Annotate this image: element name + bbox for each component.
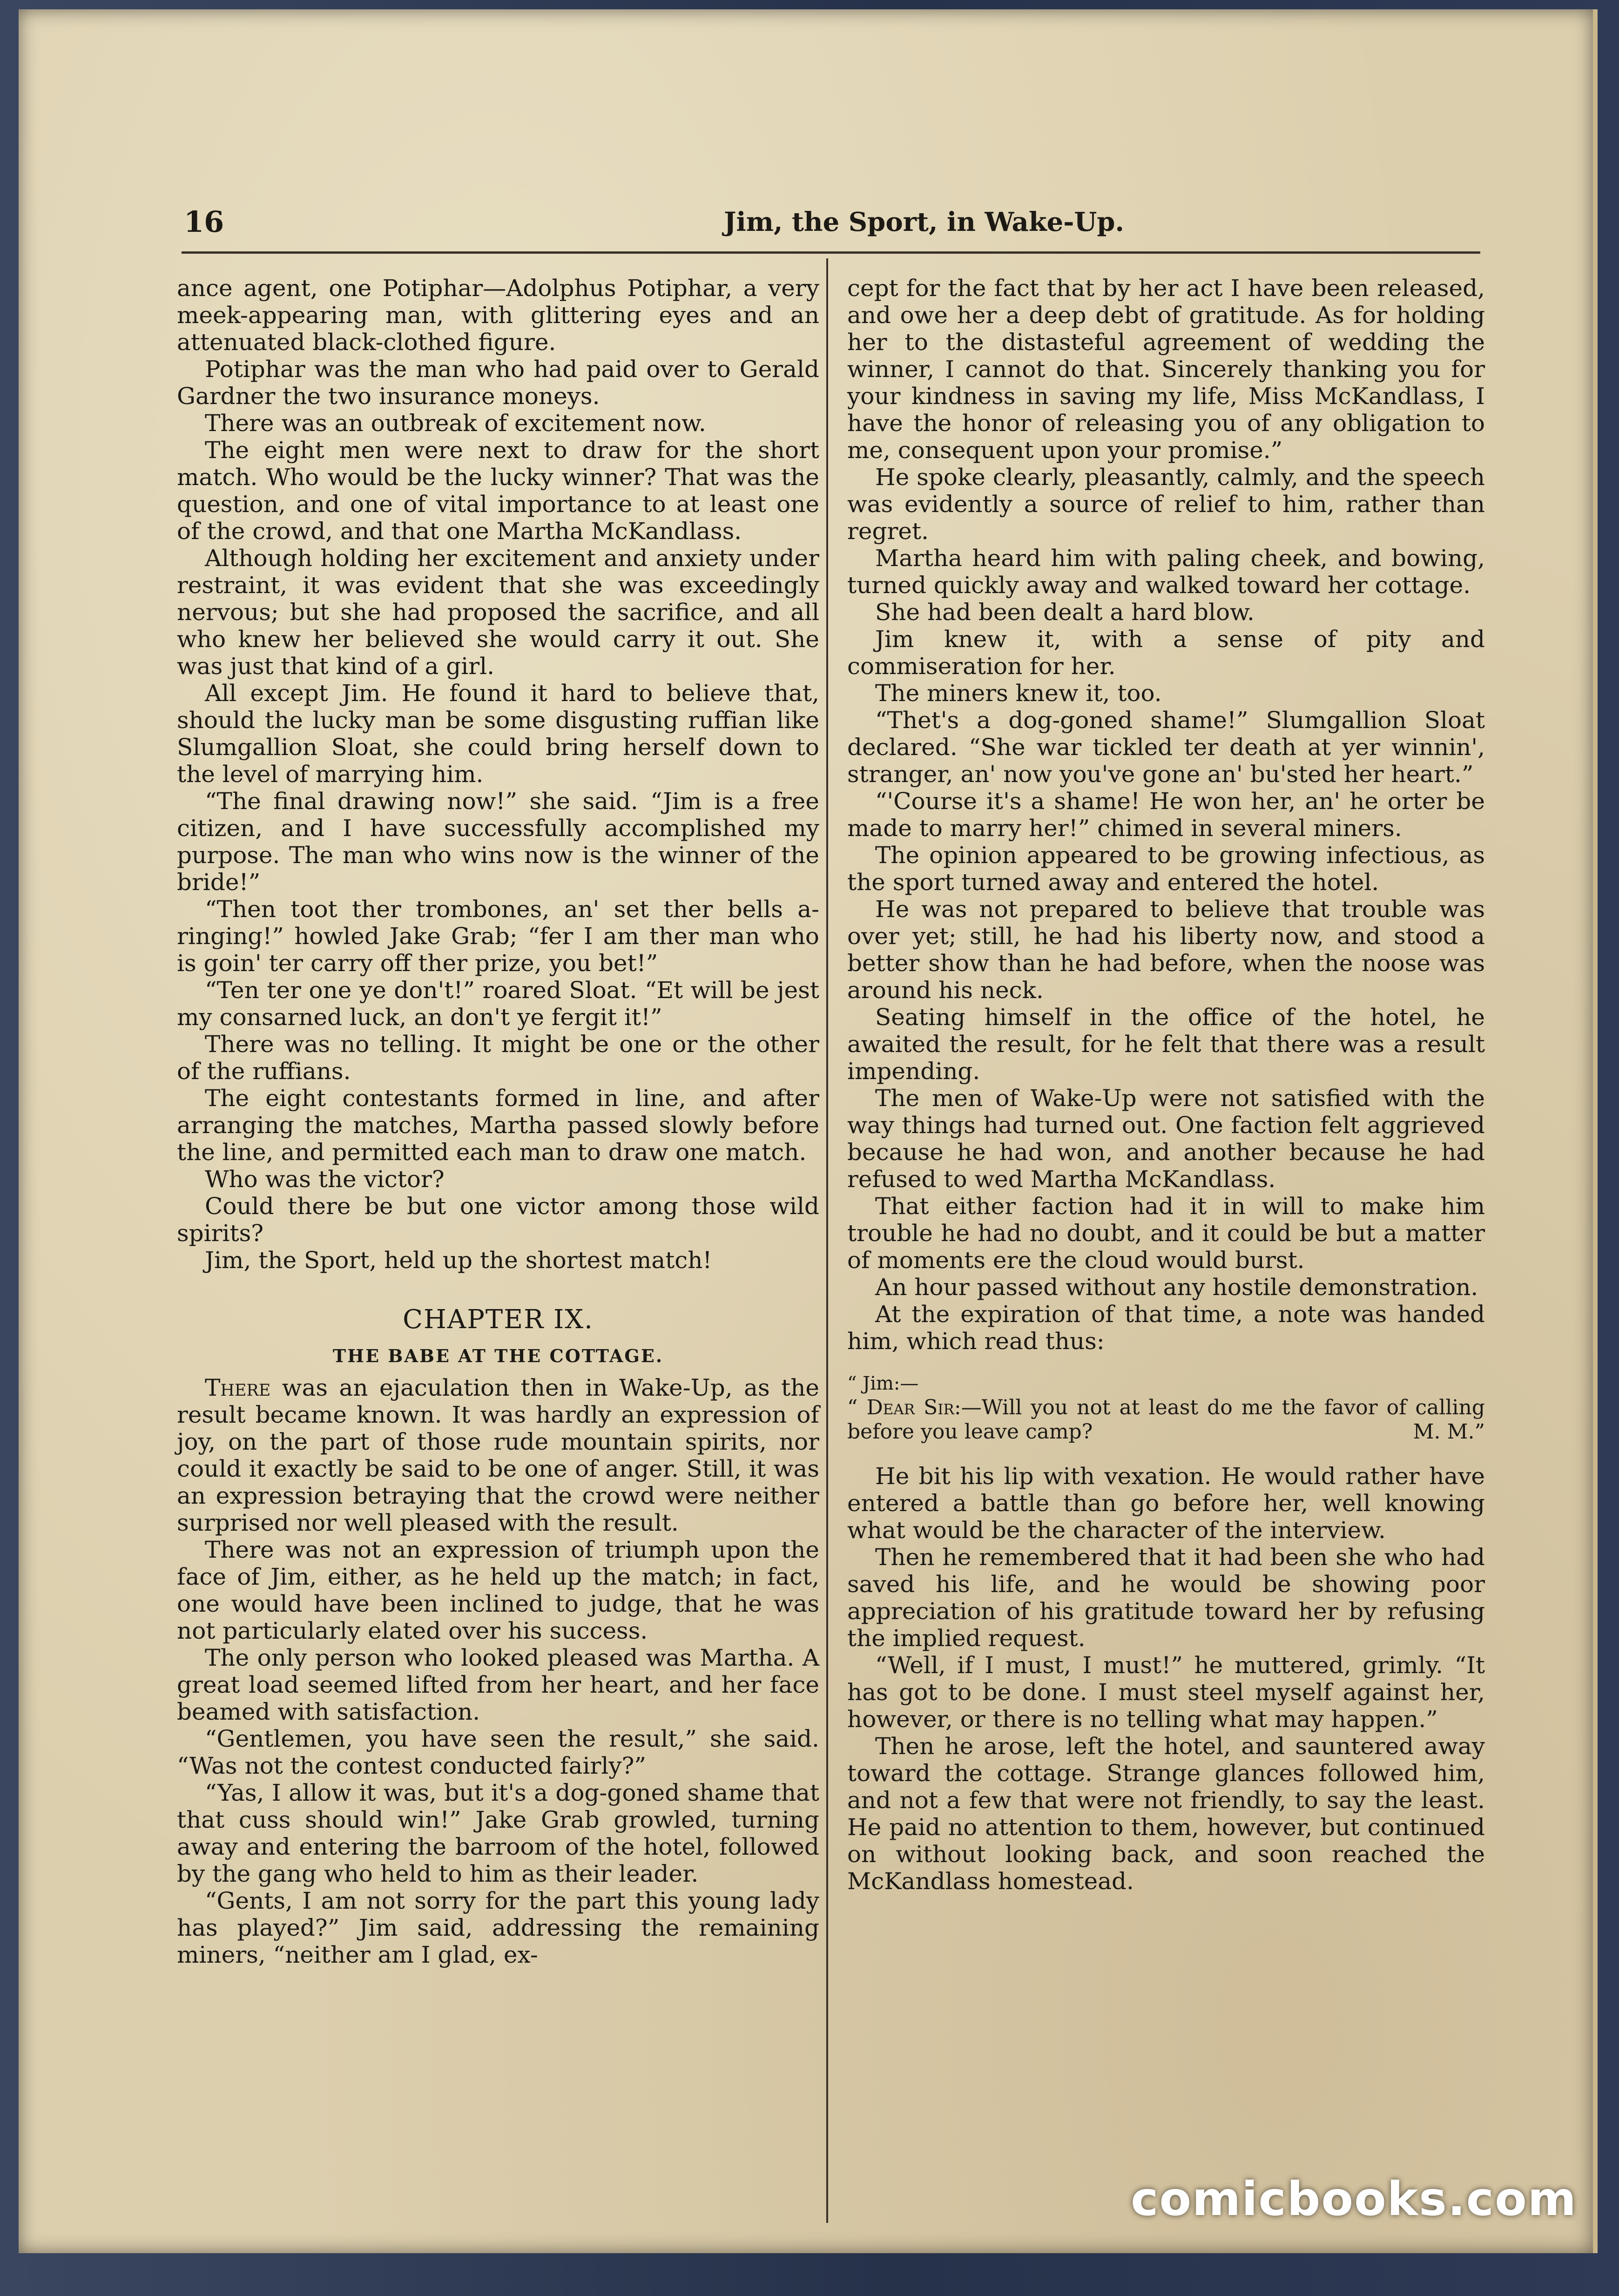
paragraph: He was not prepared to believe that trouble was over yet; still, he had his liberty now, and stood a better show than he had before, when the noose was around his neck. [847, 896, 1485, 1004]
right-paragraphs-after [847, 1463, 1485, 1895]
drop-word: There [205, 1374, 271, 1401]
paragraph: There was an outbreak of excitement now. [205, 410, 706, 437]
paragraph: “The final drawing now!” she said. “Jim is a free citizen, and I have successfully accomplished my purpose. The man who wins now is the winner of the bride!” [177, 788, 819, 896]
paragraph: “Well, if I must, I must!” he muttered, grimly. “It has got to be done. I must steel myself against her, however, or there is no telling what may happen.” [847, 1652, 1485, 1733]
paragraph: An hour passed without any hostile demonstration. [875, 1274, 1478, 1301]
chapter-first-paragraph [177, 1374, 819, 1536]
note-body: —Will you not at least do me the favor of calling before you leave camp? [847, 1396, 1485, 1444]
letter-note [847, 1371, 1485, 1444]
left-column [177, 275, 819, 1968]
paragraph: “Gents, I am not sorry for the part this young lady has played?” Jim said, addressing the remaining miners, “neither am I glad, ex- [177, 1887, 819, 1968]
running-title: Jim, the Sport, in Wake-Up. [724, 207, 1124, 237]
paragraph: “Thet's a dog-goned shame!” Slumgallion Sloat declared. “She war tickled ter death at yer winnin', stranger, an' now you've gone an' bu'sted her heart.” [847, 707, 1485, 788]
header-rule [182, 251, 1480, 254]
paragraph: The only person who looked pleased was Martha. A great load seemed lifted from her heart, and her face beamed with satisfaction. [177, 1644, 819, 1725]
paragraph: He spoke clearly, pleasantly, calmly, and the speech was evidently a source of relief to him, rather than regret. [847, 464, 1485, 545]
note-body-line [847, 1396, 1485, 1444]
right-paragraphs-before [847, 275, 1485, 1355]
first-paragraph-text: was an ejaculation then in Wake-Up, as the result became known. It was hardly an expression of joy, on the part of those rude mountain spirits, nor could it exactly be said to be one of anger. Still, it was an expression betraying that the crowd were neither surprised nor well pleased with the result. [177, 1374, 819, 1536]
note-greeting: “ Jim:— [847, 1373, 919, 1394]
left-paragraphs-before [177, 275, 819, 1274]
paragraph: The eight contestants formed in line, and after arranging the matches, Martha passed slowly before the line, and permitted each man to draw one match. [177, 1085, 819, 1166]
paragraph: Then he arose, left the hotel, and sauntered away toward the cottage. Strange glances followed him, and not a few that were not friendly, to say the least. He paid no attention to them, however, but continued on without looking back, and soon reached the McKandlass homestead. [847, 1733, 1485, 1895]
paragraph: The eight men were next to draw for the short match. Who would be the lucky winner? That was the question, and one of vital importance to at least one of the crowd, and that one Martha McKandlass. [177, 437, 819, 545]
paragraph: He bit his lip with vexation. He would rather have entered a battle than go before her, well knowing what would be the character of the interview. [847, 1463, 1485, 1544]
paragraph: cept for the fact that by her act I have been released, and owe her a deep debt of gratitude. As for holding her to the distasteful agreement of wedding the winner, I cannot do that. Sincerely thanking you for your kindness in saving my life, Miss McKandlass, I have the honor of releasing you of any obligation to me, consequent upon your promise.” [847, 275, 1485, 464]
paragraph: She had been dealt a hard blow. [875, 599, 1255, 626]
paragraph: Then he remembered that it had been she who had saved his life, and he would be showing poor appreciation of his gratitude toward her by refusing the implied request. [847, 1544, 1485, 1652]
paragraph: “Gentlemen, you have seen the result,” she said. “Was not the contest conducted fairly?” [177, 1725, 819, 1779]
paragraph: “Then toot ther trombones, an' set ther bells a-ringing!” howled Jake Grab; “fer I am ther man who is goin' ter carry off ther prize, you bet!” [177, 896, 819, 977]
page-header [184, 205, 1487, 247]
paragraph: Jim knew it, with a sense of pity and commiseration for her. [847, 626, 1485, 680]
paragraph: All except Jim. He found it hard to believe that, should the lucky man be some disgusting ruffian like Slumgallion Sloat, she could bring herself down to the level of marrying him. [177, 680, 819, 788]
paragraph: Could there be but one victor among those wild spirits? [177, 1193, 819, 1247]
note-salutation: “ Dear Sir: [847, 1396, 961, 1419]
paragraph: The opinion appeared to be growing infectious, as the sport turned away and entered the hotel. [847, 842, 1485, 896]
paragraph: There was no telling. It might be one or the other of the ruffians. [177, 1031, 819, 1085]
paragraph: “'Course it's a shame! He won her, an' he orter be made to marry her!” chimed in several miners. [847, 788, 1485, 842]
paragraph: ance agent, one Potiphar—Adolphus Potiphar, a very meek-appearing man, with glittering eyes and an attenuated black-clothed figure. [177, 275, 819, 356]
paragraph: The miners knew it, too. [875, 680, 1162, 707]
chapter-subtitle: THE BABE AT THE COTTAGE. [332, 1345, 664, 1366]
paragraph: There was not an expression of triumph upon the face of Jim, either, as he held up the match; in fact, one would have been inclined to judge, that he was not particularly elated over his success. [177, 1536, 819, 1644]
page-number: 16 [184, 205, 224, 239]
column-divider [826, 258, 828, 2223]
paragraph: “Ten ter one ye don't!” roared Sloat. “Et will be jest my consarned luck, an don't ye fergit it!” [177, 977, 819, 1031]
paragraph: Potiphar was the man who had paid over to Gerald Gardner the two insurance moneys. [177, 356, 819, 410]
note-signature: M. M.” [1413, 1420, 1485, 1444]
paragraph: Although holding her excitement and anxiety under restraint, it was evident that she was exceedingly nervous; but she had proposed the sacrifice, and all who knew her believed she would carry it out. She was just that kind of a girl. [177, 545, 819, 680]
right-column [847, 275, 1485, 1895]
paragraph: Seating himself in the office of the hotel, he awaited the result, for he felt that there was a result impending. [847, 1004, 1485, 1085]
watermark: comicbooks.com [1131, 2172, 1577, 2226]
paragraph: At the expiration of that time, a note was handed him, which read thus: [847, 1301, 1485, 1355]
chapter-title: CHAPTER IX. [403, 1304, 594, 1335]
paragraph: Who was the victor? [205, 1166, 445, 1193]
paragraph: Jim, the Sport, held up the shortest match! [205, 1247, 712, 1274]
left-paragraphs-after [177, 1536, 819, 1968]
paragraph: “Yas, I allow it was, but it's a dog-goned shame that that cuss should win!” Jake Grab growled, turning away and entering the barroom of the hotel, followed by the gang who held to him as their leader. [177, 1779, 819, 1887]
paragraph: Martha heard him with paling cheek, and bowing, turned quickly away and walked toward her cottage. [847, 545, 1485, 599]
paragraph: The men of Wake-Up were not satisfied with the way things had turned out. One faction felt aggrieved because he had won, and another because he had refused to wed Martha McKandlass. [847, 1085, 1485, 1193]
paragraph: That either faction had it in will to make him trouble he had no doubt, and it could be but a matter of moments ere the cloud would burst. [847, 1193, 1485, 1274]
